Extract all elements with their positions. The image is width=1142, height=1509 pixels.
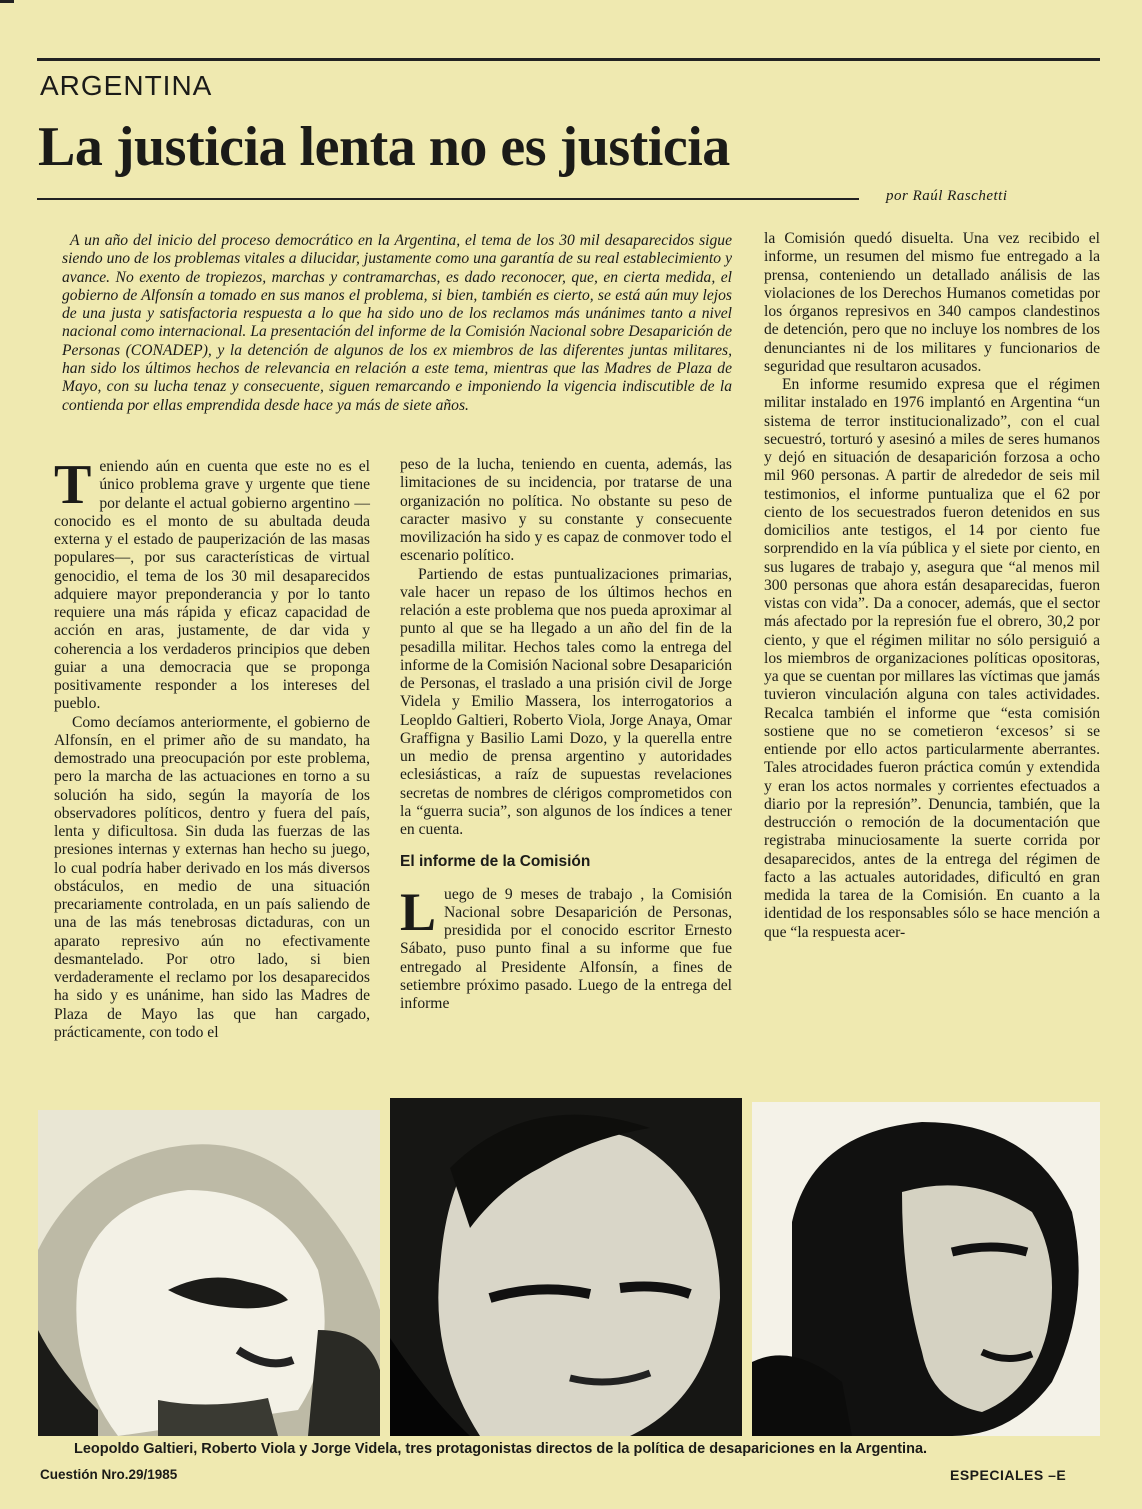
- corner-mark: [0, 0, 14, 3]
- portrait-photo-galtieri: [38, 1110, 380, 1436]
- headline: La justicia lenta no es justicia: [38, 116, 730, 178]
- top-rule: [37, 58, 1100, 61]
- portrait-image: [752, 1102, 1100, 1436]
- lead-paragraph: A un año del inicio del proceso democrático en la Argentina, el tema de los 30 mil desaparecidos sigue siendo uno de los problemas vitales a dilucidar, justamente como una garantía de su real establecimiento y avance. No exento de tropiezos, marchas y contramarchas, es dado reconocer, que, en cierta medida, el gobierno de Alfonsín a tomado en sus manos el problema, si bien, también es cierto, se está aún muy lejos de una justa y satisfactoria respuesta a lo que ha sido uno de los reclamos más unánimes tanto a nivel nacional como internacional. La presentación del informe de la Comisión Nacional sobre Desaparición de Personas (CONADEP), y la detención de algunos de los ex miembros de las diferentes juntas militares, han sido los últimos hechos de relevancia en relación a este tema, mientras que las Madres de Plaza de Mayo, con su lucha tenaz y consecuente, siguen remarcando e imponiendo la vigencia indiscutible de la contienda por ellas emprendida desde hace ya más de siete años.: [62, 232, 732, 414]
- article-column-3: [764, 230, 1100, 942]
- paragraph-text: uego de 9 meses de trabajo , la Comisión Nacional sobre Desaparición de Personas, presidida por el conocido escritor Ernesto Sábato, puso punto final a su informe que fue entregado al Presidente Alfonsín, a fines de setiembre próximo pasado. Luego de la entrega del informe: [400, 885, 732, 1012]
- paragraph: En informe resumido expresa que el régimen militar instalado en 1976 implantó en Argentina “un sistema de terror institucionalizado”, con el cual secuestró, torturó y asesinó a miles de seres humanos y dejó en situación de desaparición forzosa a ocho mil 960 personas. A partir de alrededor de seis mil testimonios, el informe puntualiza que el 62 por ciento de los secuestrados fueron detenidos en sus domicilios ante testigos, el 14 por ciento fue sorprendido en la vía pública y el siete por ciento, en sus lugares de trabajo y, asegura que “al menos mil 300 personas que ahora están desaparecidas, fueron vistas con vida”. Da a conocer, además, que el sector más afectado por la represión fue el obrero, 30,2 por ciento, y que el régimen militar no sólo persiguió a los miembros de organizaciones políticas opositoras, ya que se cuentan por millares las víctimas que jamás tuvieron vinculación alguna con tales actividades. Recalca también el informe que “esta comisión sostiene que no se cometieron ‘excesos’ si se entiende por ello actos particularmente aberrantes. Tales atrocidades fueron práctica común y extendida y eran los actos normales y corrientes efectuados a diario por la represión”. Denuncia, también, que la destrucción o remoción de la documentación que registraba minuciosamente la suerte corrida por desaparecidos, antes de la entrega del régimen de facto a las actuales autoridades, dificultó en gran medida la tarea de la Comisión. En cuanto a la identidad de los responsables sólo se hace mención a que “la respuesta acer-: [764, 376, 1100, 941]
- drop-cap: T: [54, 454, 92, 516]
- portrait-image: [390, 1098, 742, 1436]
- portrait-photo-videla: [752, 1102, 1100, 1436]
- paragraph: peso de la lucha, teniendo en cuenta, además, las limitaciones de su incidencia, por tratarse de una organización no política. No obstante su peso de caracter masivo y su constante y consecuente movilización ha sido y es capaz de conmover todo el escenario político.: [400, 456, 732, 565]
- paragraph: [400, 881, 732, 1014]
- subheading: El informe de la Comisión: [400, 853, 591, 871]
- paragraph-text: eniendo aún en cuenta que este no es el único problema grave y urgente que tiene por delante el actual gobierno argentino —conocido es el monto de su abultada deuda externa y el estado de pauperización de las masas populares—, por sus características de virtual genocidio, el tema de los 30 mil desaparecidos adquiere mayor preponderancia y por lo tanto requiere una más rápida y eficaz capacidad de acción en aras, justamente, de dar vida y coherencia a los verdaderos principios que deben guiar a una democracia que se proponga positivamente responder a los intereses del pueblo.: [54, 458, 370, 713]
- article-column-1: [54, 454, 370, 1042]
- paragraph: Partiendo de estas puntualizaciones primarias, vale hacer un repaso de los últimos hechos en relación a este problema que nos pueda aproximar al punto al que se ha llegado a un año del fin de la pesadilla militar. Hechos tales como la entrega del informe de la Comisión Nacional sobre Desaparición de Personas, el traslado a una prisión civil de Jorge Videla y Emilio Massera, los interrogatorios a Leopldo Galtieri, Roberto Viola, Jorge Anaya, Omar Graffigna y Basilio Lami Dozo, y la querella entre un medio de prensa argentino y autoridades eclesiásticas, a raíz de supuestas revelaciones secretas de nombres de clérigos comprometidos con la “guerra sucia”, son algunos de los índices a tener en cuenta.: [400, 565, 732, 838]
- portrait-photo-viola: [390, 1098, 742, 1436]
- paragraph: [54, 454, 370, 714]
- issue-footer: Cuestión Nro.29/1985: [40, 1467, 178, 1482]
- section-label: ARGENTINA: [40, 70, 213, 101]
- paragraph: Como decíamos anteriormente, el gobierno de Alfonsín, en el primer año de su mandato, ha demostrado una preocupación por este problema, pero la marcha de las actuaciones en torno a su solución ha sido, según la mayoría de los observadores políticos, dentro y fuera del país, lenta y dificultosa. Sin duda las fuerzas de las presiones internas y externas han hecho su juego, lo cual podría haber derivado en los más diversos obstáculos, en medio de una situación precariamente controlada, en un país saliendo de una de las más tenebrosas dictaduras, con un aparato represivo aún no efectivamente desmantelado. Por otro lado, si bien verdaderamente el reclamo por los desaparecidos ha sido y es unánime, han sido las Madres de Plaza de Mayo las que han cargado, prácticamente, con todo el: [54, 713, 370, 1041]
- photo-caption: Leopoldo Galtieri, Roberto Viola y Jorge Videla, tres protagonistas directos de la política de desapariciones en la Argentina.: [74, 1441, 928, 1457]
- article-column-2: [400, 456, 732, 1013]
- paragraph: la Comisión quedó disuelta. Una vez recibido el informe, un resumen del mismo fue entregado a la prensa, conteniendo un detallado análisis de las violaciones de los Derechos Humanos cometidas por los órganos represivos en 340 campos clandestinos de detención, pero que no incluye los nombres de los denunciantes ni de los militares y funcionarios de seguridad que resultaron acusados.: [764, 230, 1100, 375]
- portrait-image: [38, 1110, 380, 1436]
- byline: por Raúl Raschetti: [886, 188, 1008, 204]
- drop-cap: L: [400, 881, 437, 942]
- section-footer: ESPECIALES –E: [950, 1467, 1067, 1483]
- headline-rule: [37, 198, 859, 200]
